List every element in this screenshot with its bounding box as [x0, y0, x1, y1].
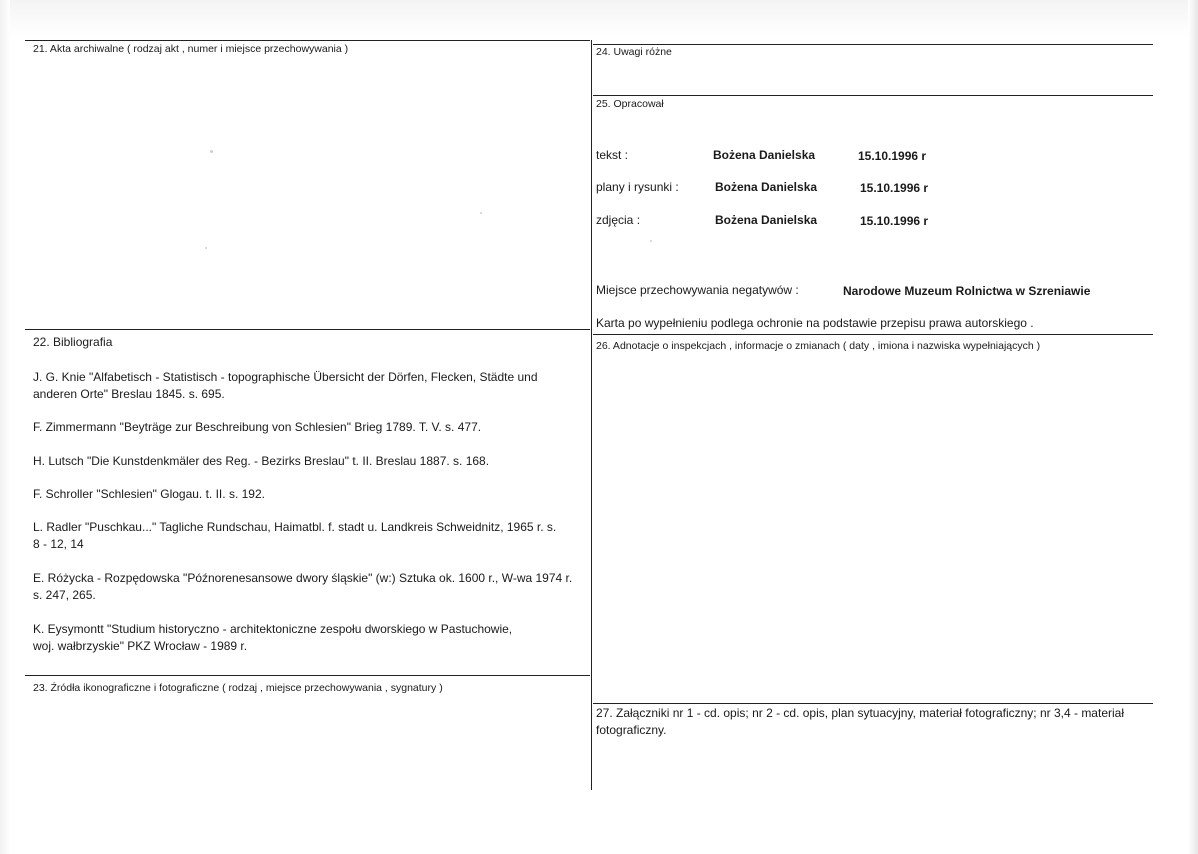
section-21-title: 21. Akta archiwalne ( rodzaj akt , numer i miejsce przechowywania ) [33, 43, 349, 55]
author-row-label: zdjęcia : [596, 213, 641, 227]
scan-speck [650, 240, 652, 242]
section-27-attachments: 27. Załączniki nr 1 - cd. opis; nr 2 - cd. opis, plan sytuacyjny, materiał fotograficzny; nr 3,4 - materiał fotograficzny. [596, 706, 1124, 737]
bibliography-item: J. G. Knie "Alfabetisch - Statistisch - topographische Übersicht der Dörfen, Flecken, Städte und anderen Orte" Breslau 1845. s. 695. [33, 370, 538, 401]
bibliography-item: E. Różycka - Rozpędowska "Późnorenesansowe dwory śląskie" (w:) Sztuka ok. 1600 r., W-wa 1974 r. s. 247, 265. [33, 571, 573, 602]
section-22-title: 22. Bibliografia [33, 335, 113, 349]
bibliography-item: K. Eysymontt "Studium historyczno - architektoniczne zespołu dworskiego w Pastuchowie, woj. wałbrzyskie" PKZ Wrocław - 1989 r. [33, 622, 513, 653]
section-24-title: 24. Uwagi różne [596, 46, 672, 58]
author-row-date: 15.10.1996 r [860, 181, 929, 195]
bibliography-item: L. Radler "Puschkau..." Tagliche Rundschau, Haimatbl. f. stadt u. Landkreis Schweidnitz, 1965 r. s. 8 - 12, 14 [33, 520, 557, 551]
section-26-title: 26. Adnotacje o inspekcjach , informacje o zmianach ( daty , imiona i nazwiska wypełniających ) [596, 340, 1041, 352]
rule-22-left [25, 329, 590, 330]
bibliography-item: F. Schroller "Schlesien" Glogau. t. II. s. 192. [33, 487, 265, 501]
scan-speck [205, 247, 207, 249]
column-divider [591, 40, 592, 790]
scan-edge-right [1188, 0, 1198, 854]
negatives-label: Miejsce przechowywania negatywów : [596, 283, 799, 297]
section-25-title: 25. Opracował [596, 98, 664, 110]
rule-top-left [25, 40, 590, 41]
rule-top-right [593, 44, 1153, 45]
author-row-date: 15.10.1996 r [858, 149, 927, 163]
rule-23 [25, 675, 590, 676]
author-row-name: Bożena Danielska [713, 148, 816, 162]
bibliography-item: F. Zimmermann "Beyträge zur Beschreibung von Schlesien" Brieg 1789. T. V. s. 477. [33, 420, 482, 434]
section-23-title: 23. Źródła ikonograficzne i fotograficzne ( rodzaj , miejsce przechowywania , sygnatury ) [33, 682, 443, 694]
scan-edge-top [0, 0, 1198, 36]
scan-speck [210, 150, 213, 153]
author-row-name: Bożena Danielska [715, 213, 818, 227]
scan-edge-left [0, 0, 10, 854]
bibliography-item: H. Lutsch "Die Kunstdenkmäler des Reg. - Bezirks Breslau" t. II. Breslau 1887. s. 168. [33, 454, 490, 468]
author-row-label: tekst : [596, 148, 629, 162]
copyright-note: Karta po wypełnieniu podlega ochronie na podstawie przepisu prawa autorskiego . [596, 316, 1034, 330]
author-row-date: 15.10.1996 r [860, 214, 929, 228]
rule-27 [593, 703, 1153, 704]
scan-speck [480, 212, 482, 214]
author-row-label: plany i rysunki : [596, 180, 679, 194]
negatives-value: Narodowe Muzeum Rolnictwa w Szreniawie [843, 284, 1091, 298]
rule-25 [593, 95, 1153, 96]
author-row-name: Bożena Danielska [715, 180, 818, 194]
rule-26-right [593, 334, 1153, 335]
